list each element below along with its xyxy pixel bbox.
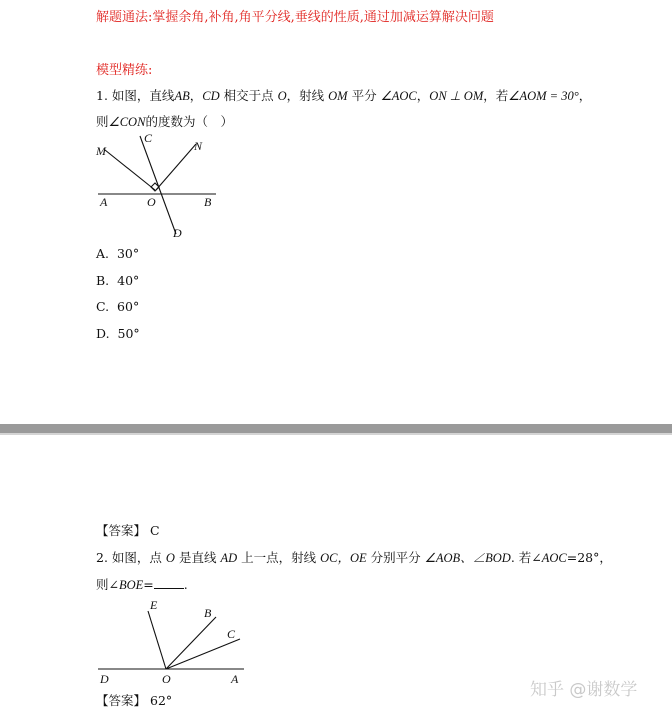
question-2-line-2	[96, 575, 188, 593]
label-c: C	[227, 627, 236, 641]
label-a: A	[231, 672, 239, 686]
line-ab: AB	[174, 89, 190, 103]
page-divider-shadow	[0, 433, 672, 435]
option-value: 40°	[117, 273, 140, 288]
question-number: 1.	[96, 88, 108, 103]
answer-tag: 【答案】	[96, 693, 147, 708]
perpendicular-condition: ON ⊥ OM	[429, 89, 484, 103]
option-letter: A.	[96, 246, 110, 261]
q1-text: 平分	[351, 88, 377, 103]
q1-text: ，	[189, 88, 203, 103]
label-d: D	[100, 672, 109, 686]
angle-aoc: ∠AOC	[380, 89, 417, 103]
question-2-line-1	[96, 548, 612, 566]
q2-text: =	[143, 577, 154, 592]
q1-text: ，	[416, 88, 430, 103]
label-c: C	[144, 131, 153, 145]
label-d: D	[173, 226, 182, 240]
ray-on-drawing	[156, 144, 196, 190]
answer-2	[96, 691, 172, 709]
label-b: B	[204, 606, 212, 620]
label-n: N	[194, 139, 203, 153]
q1-text: 如图，直线	[111, 88, 175, 103]
q1-text: 则	[96, 114, 109, 129]
label-o: O	[162, 672, 171, 686]
q2-text: .	[183, 577, 188, 592]
ray-oe-drawing	[148, 611, 166, 669]
question-1-line-1	[96, 86, 591, 104]
ray-oc-drawing	[166, 639, 240, 669]
q2-text: 分别平分	[370, 550, 421, 565]
option-d	[96, 326, 140, 341]
option-value: 30°	[116, 246, 140, 261]
option-value: 50°	[117, 326, 140, 341]
heading: 解题通法:掌握余角,补角,角平分线,垂线的性质,通过加减运算解决问题	[96, 10, 494, 25]
rays-oc-oe: OC，OE	[320, 551, 367, 565]
q2-text: 上一点，射线	[241, 550, 317, 565]
given-angle: ∠AOM = 30°	[508, 89, 579, 103]
answer-value: 62°	[150, 693, 173, 708]
angle-boe: BOE	[118, 578, 144, 592]
ray-ob-drawing	[166, 617, 216, 669]
label-b: B	[204, 195, 212, 209]
q2-text: 则∠	[96, 577, 119, 592]
figure-1	[90, 128, 230, 243]
option-value: 60°	[117, 299, 140, 314]
option-a	[96, 246, 139, 261]
line-cd: CD	[202, 89, 220, 103]
line-cd-drawing	[140, 136, 176, 234]
section-title: 模型精练:	[96, 63, 153, 78]
answer-1	[96, 521, 160, 539]
angle-con: ∠CON	[108, 115, 146, 129]
angles-aob-bod: ∠AOB、∠BOD	[424, 551, 511, 565]
q2-text: 是直线	[178, 550, 217, 565]
point-o: O	[165, 551, 175, 565]
option-letter: D.	[96, 326, 110, 341]
ray-om: OM	[328, 89, 348, 103]
q1-text: 相交于点	[223, 88, 274, 103]
q2-text: . 若∠	[510, 550, 542, 565]
option-b	[96, 273, 139, 288]
q1-text: ，射线	[286, 88, 325, 103]
page-divider	[0, 424, 672, 433]
option-letter: C.	[96, 299, 110, 314]
label-a: A	[100, 195, 108, 209]
label-m: M	[96, 144, 106, 158]
label-e: E	[150, 598, 158, 612]
q2-text: =28°，	[566, 550, 612, 565]
q1-text: ，若	[483, 88, 509, 103]
answer-blank	[154, 576, 184, 589]
label-o: O	[147, 195, 156, 209]
answer-tag: 【答案】	[96, 523, 147, 538]
q1-text: ，	[578, 88, 592, 103]
angle-aoc: AOC	[541, 551, 567, 565]
figure-2	[94, 597, 254, 685]
option-c	[96, 299, 139, 314]
point-o: O	[277, 89, 287, 103]
question-number: 2.	[96, 550, 108, 565]
option-letter: B.	[96, 273, 110, 288]
line-ad: AD	[220, 551, 238, 565]
q1-text: 的度数为（ ）	[145, 114, 233, 129]
q2-text: 如图，点	[111, 550, 162, 565]
watermark: 知乎 @谢数学	[530, 680, 638, 700]
answer-value: C	[150, 523, 160, 538]
